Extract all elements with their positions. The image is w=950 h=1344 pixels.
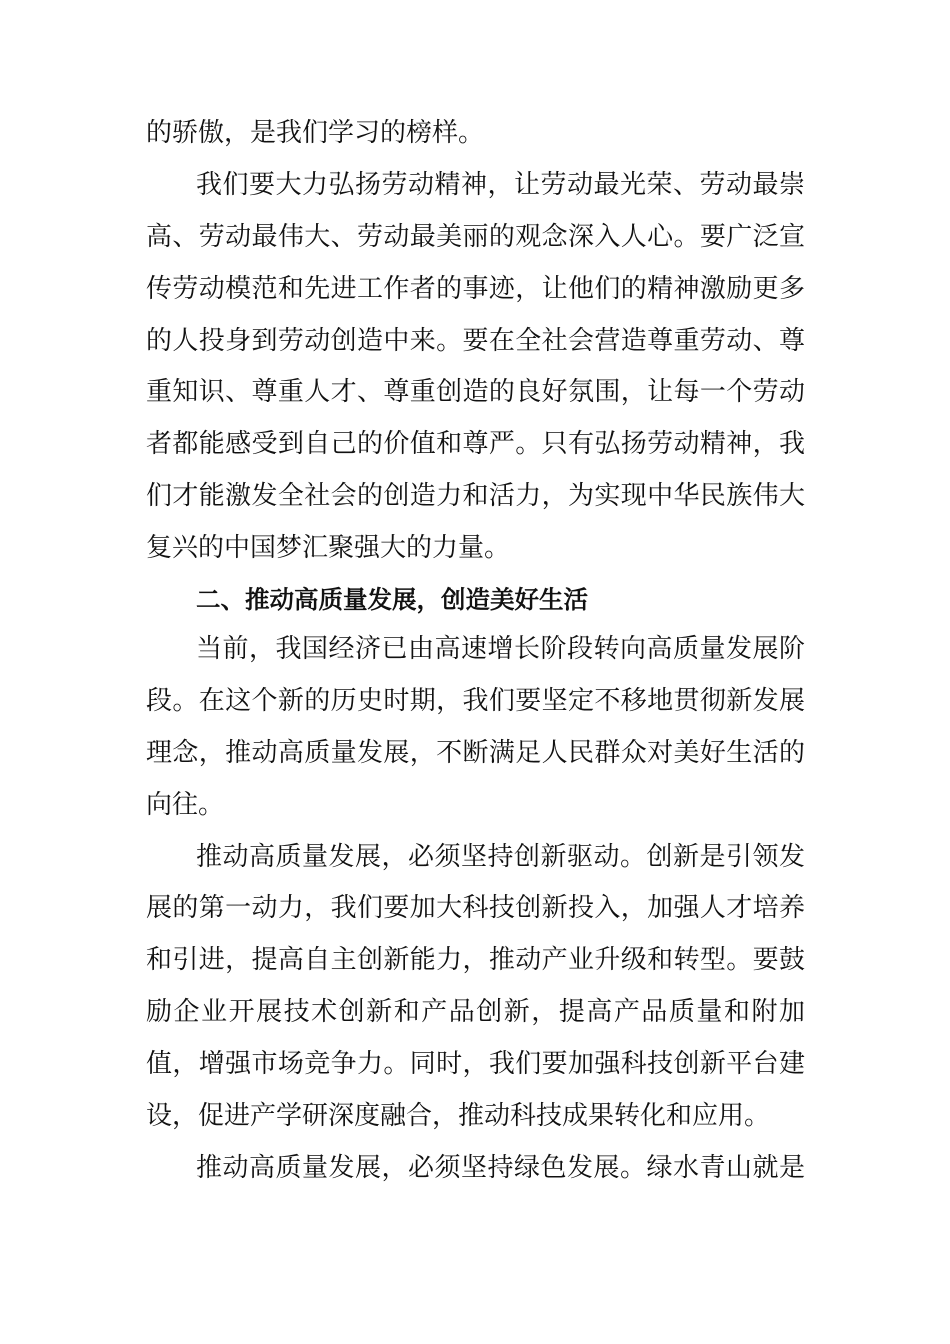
text-line: 向往。 — [146, 789, 225, 820]
paragraph — [146, 1149, 805, 1201]
text-line: 传劳动模范和先进工作者的事迹，让他们的精神激励更多 — [146, 273, 805, 304]
text-line: 的骄傲，是我们学习的榜样。 — [146, 118, 485, 148]
paragraph — [146, 630, 805, 838]
paragraph — [146, 838, 805, 1149]
text-line: 者都能感受到自己的价值和尊严。只有弘扬劳动精神，我 — [146, 429, 805, 460]
text-line: 设，促进产学研深度融合，推动科技成果转化和应用。 — [146, 1101, 771, 1132]
text-line: 高、劳动最伟大、劳动最美丽的观念深入人心。要广泛宣 — [146, 221, 805, 252]
text-line: 复兴的中国梦汇聚强大的力量。 — [146, 533, 511, 564]
text-line: 段。在这个新的历史时期，我们要坚定不移地贯彻新发展 — [146, 685, 805, 716]
text-line: 我们要大力弘扬劳动精神，让劳动最光荣、劳动最崇 — [196, 169, 805, 200]
text-line: 理念，推动高质量发展，不断满足人民群众对美好生活的 — [146, 737, 805, 768]
text-line: 值，增强市场竞争力。同时，我们要加强科技创新平台建 — [146, 1049, 805, 1080]
paragraph — [146, 114, 805, 166]
text-line: 当前，我国经济已由高速增长阶段转向高质量发展阶 — [196, 634, 805, 665]
text-line: 励企业开展技术创新和产品创新，提高产品质量和附加 — [146, 997, 805, 1028]
text-line: 展的第一动力，我们要加大科技创新投入，加强人才培养 — [146, 893, 805, 924]
document-page — [146, 114, 805, 1201]
text-line: 重知识、尊重人才、尊重创造的良好氛围，让每一个劳动 — [146, 377, 805, 408]
text-line: 的人投身到劳动创造中来。要在全社会营造尊重劳动、尊 — [146, 325, 805, 356]
text-line: 推动高质量发展，必须坚持创新驱动。创新是引领发 — [196, 841, 805, 872]
text-line: 推动高质量发展，必须坚持绿色发展。绿水青山就是 — [196, 1152, 805, 1183]
paragraph — [146, 166, 805, 581]
section-heading: 二、推动高质量发展，创造美好生活 — [196, 585, 588, 615]
text-line: 们才能激发全社会的创造力和活力，为实现中华民族伟大 — [146, 481, 805, 512]
text-line: 和引进，提高自主创新能力，推动产业升级和转型。要鼓 — [146, 945, 805, 976]
